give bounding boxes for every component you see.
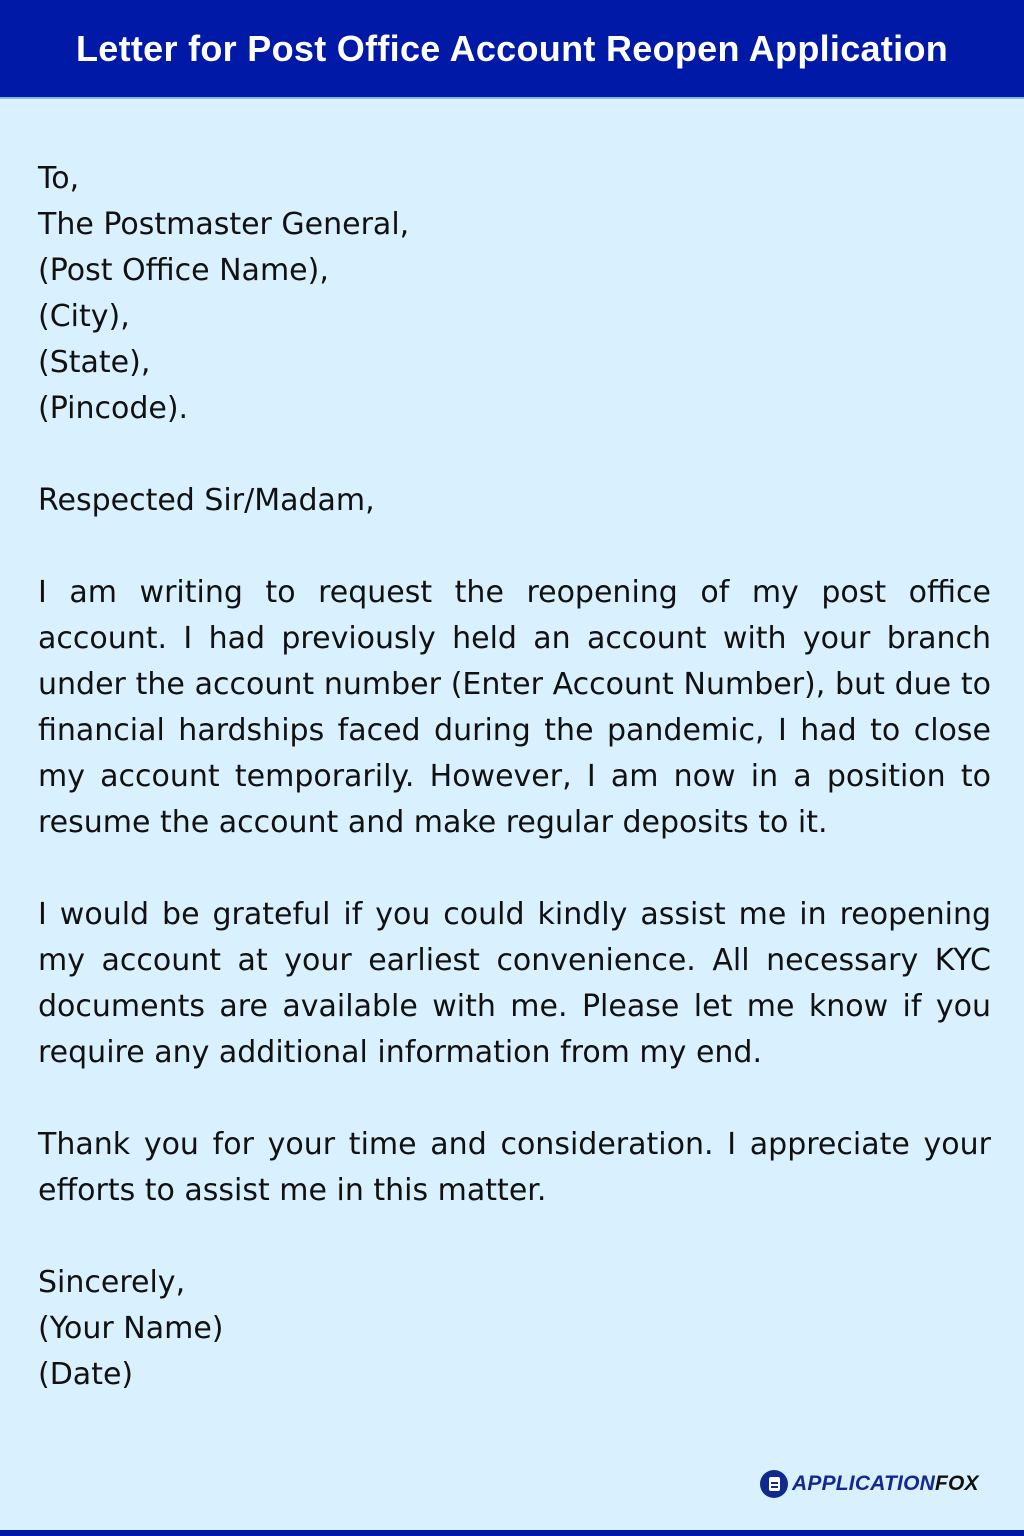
address-line: (City), bbox=[38, 299, 130, 334]
page-title: Letter for Post Office Account Reopen Application bbox=[75, 27, 949, 69]
address-line: (State), bbox=[38, 345, 151, 380]
closing-line: (Date) bbox=[38, 1357, 134, 1392]
footer-bar bbox=[0, 1530, 1024, 1536]
address-line: To, bbox=[38, 161, 80, 196]
closing-block bbox=[38, 1260, 991, 1398]
paragraph: I am writing to request the reopening of my post office account. I had previously held an account with your branch under the account number (Enter Account Number), but due to financial hardships faced during the pandemic, I had to close my account temporarily. However, I am now in a position to resume the account and make regular deposits to it. bbox=[38, 575, 991, 840]
paragraph: Thank you for your time and consideration. I appreciate your efforts to assist me in this matter. bbox=[38, 1127, 991, 1208]
salutation: Respected Sir/Madam, bbox=[38, 483, 375, 518]
letter-body bbox=[38, 156, 991, 1398]
paragraph: I would be grateful if you could kindly assist me in reopening my account at your earliest convenience. All necessary KYC documents are available with me. Please let me know if you require any additional information from my end. bbox=[38, 897, 991, 1070]
address-line: (Pincode). bbox=[38, 391, 189, 426]
document-icon bbox=[760, 1470, 788, 1498]
page-header bbox=[0, 0, 1024, 99]
address-block bbox=[38, 156, 991, 432]
closing-line: (Your Name) bbox=[38, 1311, 224, 1346]
address-line: (Post Office Name), bbox=[38, 253, 329, 288]
closing-line: Sincerely, bbox=[38, 1265, 186, 1300]
address-line: The Postmaster General, bbox=[38, 207, 410, 242]
brand-name: APPLICATIONFOX bbox=[792, 1472, 979, 1495]
brand-logo bbox=[760, 1470, 979, 1498]
